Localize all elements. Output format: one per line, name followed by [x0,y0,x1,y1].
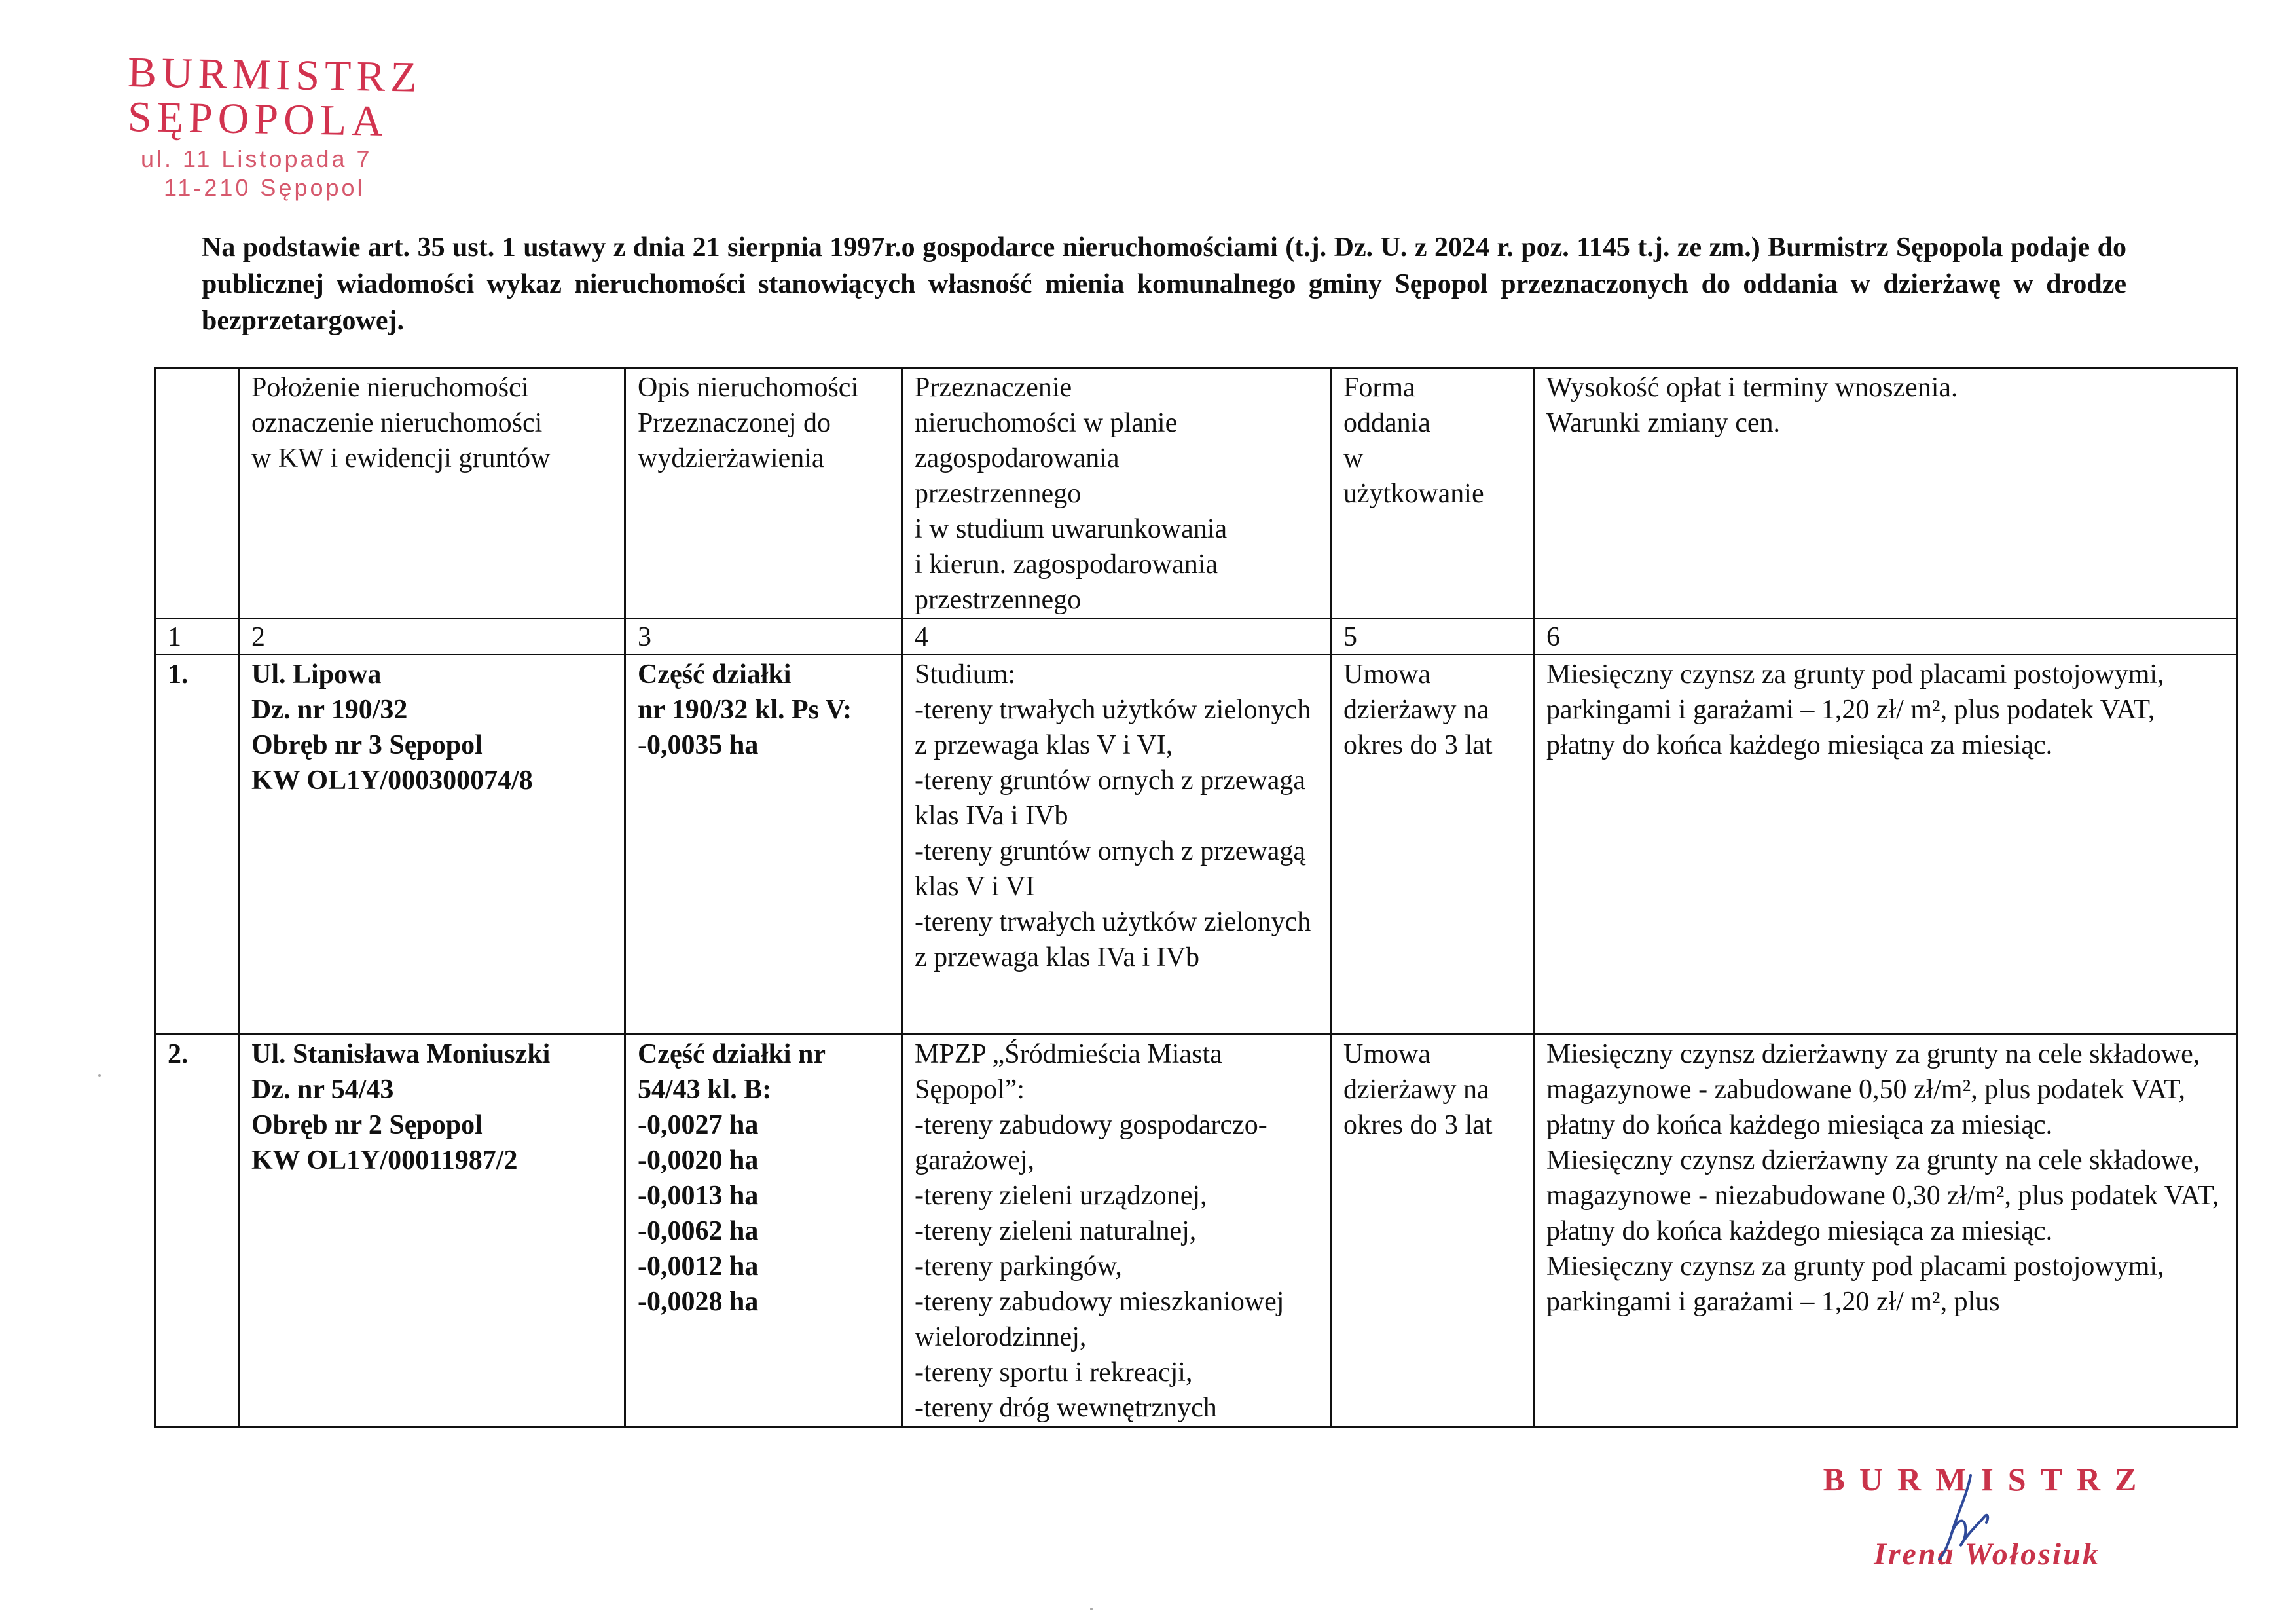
row-form: Umowa dzierżawy na okres do 3 lat [1331,1035,1534,1427]
table-header-row [155,368,2237,619]
scan-speck [1090,1608,1093,1610]
row-description: Część działki nr 190/32 kl. Ps V: -0,0035 ha [625,655,902,1035]
header-land-use: Przeznaczenie nieruchomości w planie zagospodarowania przestrzennego i w studium uwarunkowania i kierun. zagospodarowania przestrzennego [902,368,1331,619]
row-location: Ul. Stanisława Moniuszki Dz. nr 54/43 Obręb nr 2 Sępopol KW OL1Y/00011987/2 [239,1035,625,1427]
handwritten-signature [1925,1470,1997,1562]
column-number-row [155,619,2237,655]
row-location: Ul. Lipowa Dz. nr 190/32 Obręb nr 3 Sępopol KW OL1Y/000300074/8 [239,655,625,1035]
stamp-signature-name: Irena Wołosiuk [1874,1537,2100,1572]
property-list-table [154,367,2238,1428]
row-fees: Miesięczny czynsz dzierżawny za grunty na cele składowe, magazynowe - zabudowane 0,50 zł/m², plus podatek VAT, płatny do końca każdego miesiąca za miesiąc. Miesięczny czynsz dzierżawny za grunty na cele składowe, magazynowe - niezabudowane 0,30 zł/m², plus podatek VAT, płatny do końca każdego miesiąca za miesiąc. Miesięczny czynsz za grunty pod placami postojowymi, parkingami i garażami – 1,20 zł/ m², plus [1534,1035,2237,1427]
intro-paragraph: Na podstawie art. 35 ust. 1 ustawy z dnia 21 sierpnia 1997r.o gospodarce nieruchomościami (t.j. Dz. U. z 2024 r. poz. 1145 t.j. ze zm.) Burmistrz Sępopola podaje do publicznej wiadomości wykaz nieruchomości stanowiących własność mienia komunalnego gminy Sępopol przeznaczonych do oddania w dzierżawę w drodze bezprzetargowej. [202,232,2126,336]
stamp-line-town: SĘPOPOLA [127,93,389,145]
row-lp: 2. [155,1035,239,1427]
header-form: Forma oddania w użytkowanie [1331,368,1534,619]
stamp-signature-title: BURMISTRZ [1823,1461,2151,1498]
stamp-burmistrz-address [127,48,423,202]
row-description: Część działki nr 54/43 kl. B: -0,0027 ha -0,0020 ha -0,0013 ha -0,0062 ha -0,0012 ha -0,0028 ha [625,1035,902,1427]
header-fees: Wysokość opłat i terminy wnoszenia. Warunki zmiany cen. [1534,368,2237,619]
column-number: 3 [625,619,902,655]
header-location: Położenie nieruchomości oznaczenie nieruchomości w KW i ewidencji gruntów [239,368,625,619]
table-row [155,655,2237,1035]
row-lp: 1. [155,655,239,1035]
stamp-line-street: ul. 11 Listopada 7 [141,145,373,172]
stamp-line-title: BURMISTRZ [127,48,423,101]
column-number: 4 [902,619,1331,655]
column-number: 5 [1331,619,1534,655]
row-land-use: MPZP „Śródmieścia Miasta Sępopol”: -tereny zabudowy gospodarczo-garażowej, -tereny zieleni urządzonej, -tereny zieleni naturalnej, -tereny parkingów, -tereny zabudowy mieszkaniowej wielorodzinnej, -tereny sportu i rekreacji, -tereny dróg wewnętrznych [902,1035,1331,1427]
row-form: Umowa dzierżawy na okres do 3 lat [1331,655,1534,1035]
column-number: 6 [1534,619,2237,655]
header-description: Opis nieruchomości Przeznaczonej do wydzierżawienia [625,368,902,619]
scan-speck [98,1074,101,1077]
header-lp [155,368,239,619]
column-number: 2 [239,619,625,655]
table-row [155,1035,2237,1427]
row-land-use: Studium: -tereny trwałych użytków zielonych z przewaga klas V i VI, -tereny gruntów ornych z przewaga klas IVa i IVb -tereny gruntów ornych z przewagą klas V i VI -tereny trwałych użytków zielonych z przewaga klas IVa i IVb [902,655,1331,1035]
row-fees: Miesięczny czynsz za grunty pod placami postojowymi, parkingami i garażami – 1,20 zł/ m², plus podatek VAT, płatny do końca każdego miesiąca za miesiąc. [1534,655,2237,1035]
stamp-line-postcode: 11-210 Sępopol [164,174,365,201]
column-number: 1 [155,619,239,655]
